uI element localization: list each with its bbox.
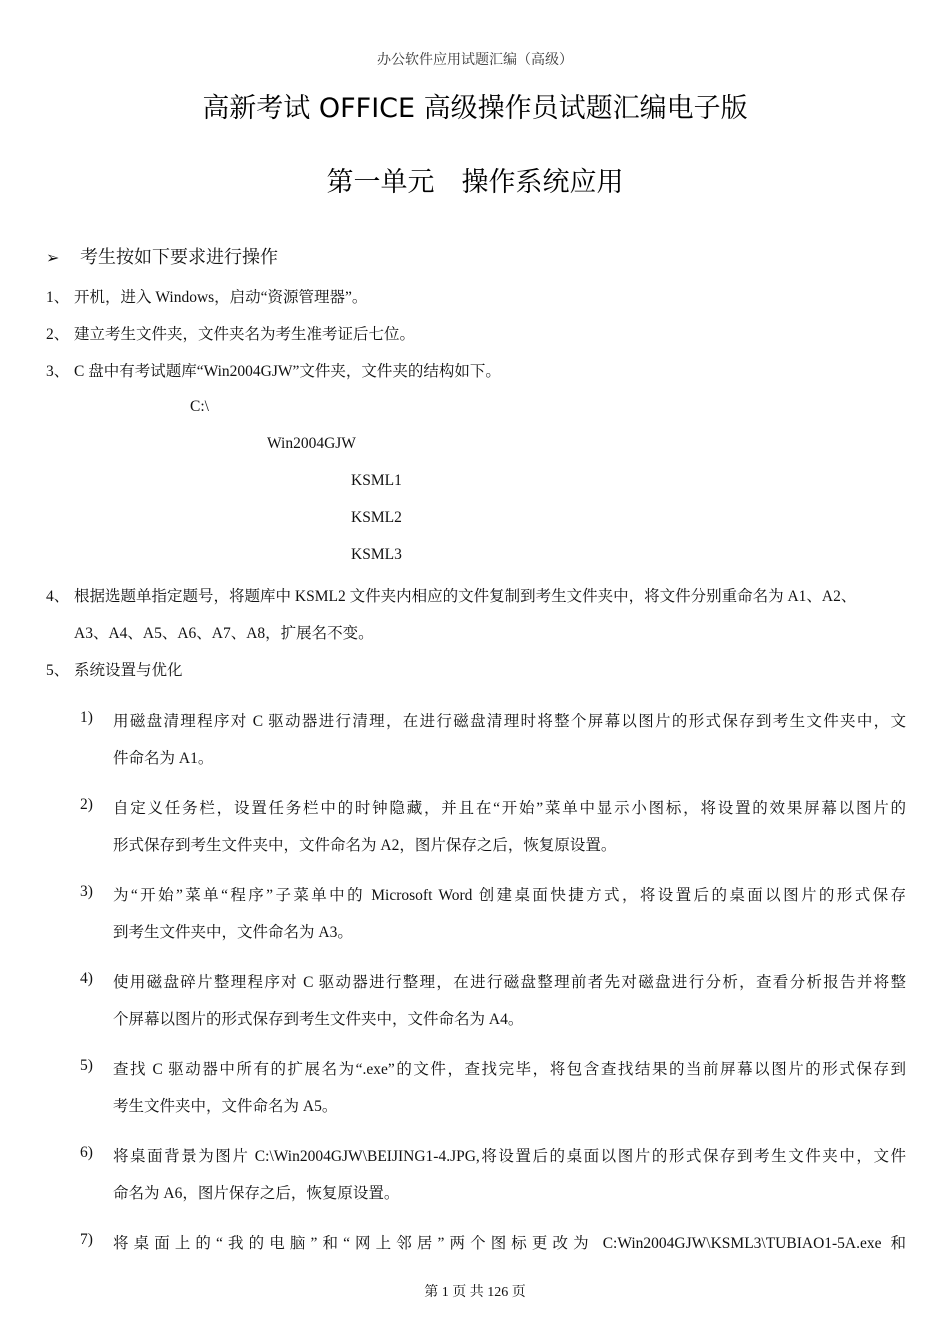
unit-title: 第一单元 操作系统应用 [326, 167, 624, 198]
list-item: 4、 根据选题单指定题号，将题库中 KSML2 文件夹内相应的文件复制到考生文件夹中，将文件分别重命名为 A1、A2、 [46, 588, 857, 605]
page-footer: 第 1 页 共 126 页 [424, 1285, 526, 1300]
list-item-continuation: A3、A4、A5、A6、A7、A8，扩展名不变。 [74, 625, 374, 642]
tree-child: KSML2 [351, 509, 402, 526]
running-header: 办公软件应用试题汇编（高级） [377, 53, 573, 68]
document-title: 高新考试 OFFICE 高级操作员试题汇编电子版 [202, 93, 748, 124]
tree-root: C:\ [190, 398, 209, 415]
intro-bullet [46, 243, 278, 269]
list-item: 2、 建立考生文件夹，文件夹名为考生准考证后七位。 [46, 326, 416, 343]
tree-child: KSML1 [351, 472, 402, 489]
intro-text: 考生按如下要求进行操作 [80, 247, 278, 267]
tree-folder: Win2004GJW [267, 435, 356, 452]
tree-child: KSML3 [351, 546, 402, 563]
document-page: 办公软件应用试题汇编（高级） 高新考试 OFFICE 高级操作员试题汇编电子版 第一单元 操作系统应用 ➢ 考生按如下要求进行操作 1、 开机，进入 Windows，启动“资源管理器”。 2、 建立考生文件夹，文件夹名为考生准考证后七位。 3、 C 盘中有考试题库“Win2004GJW”文件夹，文件夹的结构如下。 C:\ Win2004GJW KSML1 KSML2 KSML3 4、 根据选题单指定题号，将题库中 KSML2 文件夹内相应的文件复制到考生文件夹中，将文件分别重命名为 A1、A2、 A3、A4、A5、A6、A7、A8，扩展名不变。 5、 系统设置与优化 1) 用磁盘清理程序对 C 驱动器进行清理，在进行磁盘清理时将整个屏幕以图片的形式保存到考生文件夹中，文 件命名为 A1。 2) 自定义任务栏，设置任务栏中的时钟隐藏，并且在“开始”菜单中显示小图标，将设置的效果屏幕以图片的 形式保存到考生文件夹中，文件命名为 A2，图片保存之后，恢复原设置。 3) 为“开始”菜单“程序”子菜单中的 Microsoft Word 创建桌面快捷方式，将设置后的桌面以图片的形式保存 到考生文件夹中，文件命名为 A3。 4) 使用磁盘碎片整理程序对 C 驱动器进行整理，在进行磁盘整理前者先对磁盘进行分析，查看分析报告并将整 个屏幕以图片的形式保存到考生文件夹中，文件命名为 A4。 5) 查找 C 驱动器中所有的扩展名为“.exe”的文件，查找完毕，将包含查找结果的当前屏幕以图片的形式保存到 考生文件夹中，文件命名为 A5。 6) 将桌面背景为图片 C:\Win2004GJW\BEIJING1-4.JPG,将设置后的桌面以图片的形式保存到考生文件夹中，文件 命名为 A6，图片保存之后，恢复原设置。 7) 将桌面上的“我的电脑”和“网上邻居”两个图标更改为 C:Win2004GJW\KSML3\TUBIAO1-5A.exe 和 第 1 页 共 126 页 [0, 0, 950, 1344]
arrow-bullet-icon: ➢ [46, 250, 60, 267]
list-item: 1、 开机，进入 Windows，启动“资源管理器”。 [46, 289, 368, 306]
list-item: 5、 系统设置与优化 [46, 662, 183, 679]
list-item: 3、 C 盘中有考试题库“Win2004GJW”文件夹，文件夹的结构如下。 [46, 363, 501, 380]
